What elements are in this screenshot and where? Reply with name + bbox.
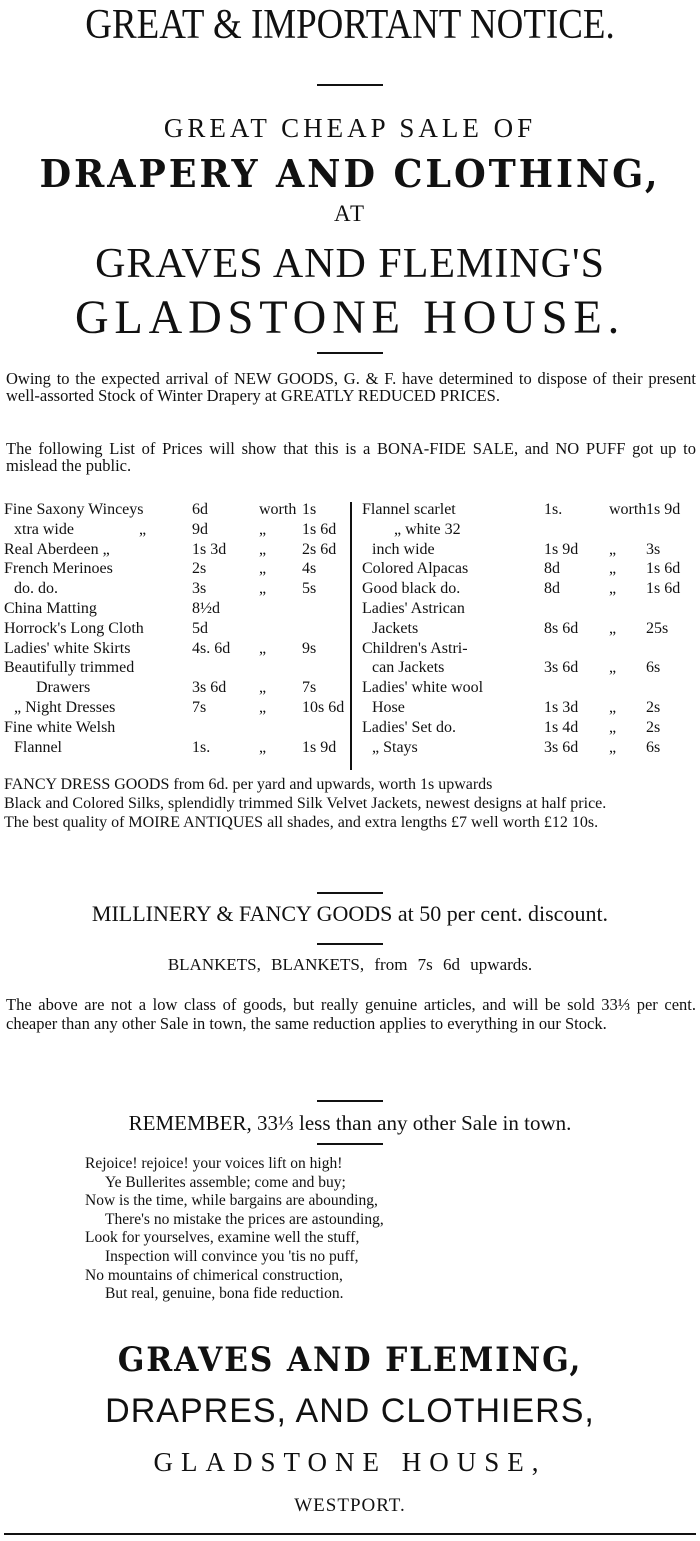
price-item: Real Aberdeen „ <box>4 540 110 558</box>
price-row <box>4 698 349 718</box>
price-list-right-column <box>354 500 698 757</box>
price-item: Jackets <box>372 619 419 637</box>
price-item: Beautifully trimmed <box>4 659 135 677</box>
price-worth: 1s <box>302 501 317 518</box>
price-sale: 9d <box>192 520 208 538</box>
price-row <box>354 500 698 520</box>
price-row <box>354 678 698 698</box>
price-item: Flannel scarlet <box>362 501 456 518</box>
price-row <box>354 718 698 738</box>
divider <box>317 1100 383 1102</box>
moire-line: The best quality of MOIRE ANTIQUES all shades, and extra lengths £7 well worth £12 10s. <box>4 814 599 832</box>
price-worth: 25s <box>646 619 669 637</box>
price-worth: 2s 6d <box>302 540 337 558</box>
poem-line: Ye Bullerites assemble; come and buy; <box>105 1173 346 1191</box>
price-separator: „ <box>609 659 617 677</box>
price-sale: 8s 6d <box>544 619 579 637</box>
divider <box>317 892 383 894</box>
price-sale: 8d <box>544 560 560 578</box>
divider <box>317 352 383 354</box>
price-row <box>4 579 349 599</box>
poem-line: Rejoice! rejoice! your voices lift on high! <box>85 1155 343 1172</box>
divider <box>317 1143 383 1145</box>
genuine-paragraph: The above are not a low class of goods, but really genuine articles, and will be sold 33⅓ per cent. cheaper than any other Sale in town, the same reduction applies to everything in our Stock. <box>6 995 696 1033</box>
price-item: Children's Astri- <box>362 639 468 657</box>
price-separator: „ <box>259 520 267 538</box>
poem-line: Inspection will convince you 'tis no puff, <box>105 1247 359 1265</box>
price-worth: 2s <box>646 718 661 736</box>
price-worth: 1s 9d <box>302 738 337 756</box>
price-separator: „ <box>609 738 617 756</box>
price-item: Fine white Welsh <box>4 718 116 736</box>
divider <box>317 943 383 945</box>
price-separator: „ <box>259 738 267 756</box>
price-sale: 1s 9d <box>544 540 579 558</box>
price-item: can Jackets <box>372 659 445 677</box>
price-row <box>4 619 349 639</box>
price-row <box>4 500 349 520</box>
price-sale: 3s 6d <box>192 679 227 697</box>
ditto-mark: „ <box>139 520 147 538</box>
price-row <box>354 619 698 639</box>
signature-town: WESTPORT. <box>294 1495 406 1516</box>
price-sale: 1s 3d <box>192 540 227 558</box>
price-worth: 4s <box>302 560 317 578</box>
poem-line: No mountains of chimerical construction, <box>85 1266 343 1284</box>
signature-firm: GRAVES AND FLEMING, <box>117 1340 583 1380</box>
price-worth: 1s 9d <box>646 501 681 518</box>
price-sale: 8½d <box>192 599 220 617</box>
price-separator: „ <box>259 698 267 716</box>
column-divider <box>350 502 352 770</box>
price-row <box>4 678 349 698</box>
price-separator: „ <box>609 540 617 558</box>
price-item: Good black do. <box>362 580 461 598</box>
poem-line: Now is the time, while bargains are abounding, <box>85 1192 378 1210</box>
headline-firm: GRAVES AND FLEMING'S <box>95 241 605 287</box>
price-sale: 3s <box>192 580 207 598</box>
remember-line: REMEMBER, 33⅓ less than any other Sale in town. <box>128 1111 572 1135</box>
poem-line: But real, genuine, bona fide reduction. <box>105 1285 344 1303</box>
price-sale: 2s <box>192 560 207 578</box>
bottom-rule <box>4 1533 696 1535</box>
price-separator: worth <box>609 501 647 518</box>
fancy-dress-line: FANCY DRESS GOODS from 6d. per yard and upwards, worth 1s upwards <box>4 776 493 793</box>
price-sale: 3s 6d <box>544 659 579 677</box>
price-row <box>4 599 349 619</box>
price-worth: 5s <box>302 580 317 598</box>
price-row <box>4 718 349 738</box>
price-worth: 10s 6d <box>302 698 345 716</box>
price-row <box>354 599 698 619</box>
price-item: inch wide <box>372 540 435 558</box>
price-separator: worth <box>259 501 297 518</box>
price-worth: 6s <box>646 659 661 677</box>
price-item: do. do. <box>14 580 58 598</box>
price-separator: „ <box>609 580 617 598</box>
price-sale: 6d <box>192 501 208 518</box>
price-worth: 7s <box>302 679 317 697</box>
poem-line: There's no mistake the prices are astounding, <box>105 1210 384 1228</box>
millinery-line: MILLINERY & FANCY GOODS at 50 per cent. discount. <box>91 901 609 926</box>
silks-line: Black and Colored Silks, splendidly trimmed Silk Velvet Jackets, newest designs at half price. <box>4 795 607 813</box>
headline-at: AT <box>333 201 367 226</box>
price-list-left-column <box>4 500 349 757</box>
price-item: Ladies' white Skirts <box>4 639 131 657</box>
price-separator: „ <box>259 679 267 697</box>
poem <box>85 1155 605 1304</box>
price-separator: „ <box>259 540 267 558</box>
price-row <box>4 540 349 560</box>
price-row <box>354 559 698 579</box>
price-item: Flannel <box>14 738 62 756</box>
price-item: Colored Alpacas <box>362 560 469 578</box>
price-row <box>354 520 698 540</box>
price-worth: 1s 6d <box>646 580 681 598</box>
price-item: „ Stays <box>372 738 418 756</box>
headline-notice: GREAT & IMPORTANT NOTICE. <box>85 2 615 48</box>
price-sale: 1s 3d <box>544 698 579 716</box>
price-item: „ white 32 <box>394 520 461 538</box>
price-row <box>354 540 698 560</box>
price-item: Ladies' Set do. <box>362 718 456 736</box>
price-item: China Matting <box>4 599 97 617</box>
price-item: xtra wide <box>14 520 74 538</box>
price-separator: „ <box>609 698 617 716</box>
price-sale: 8d <box>544 580 560 598</box>
price-sale: 7s <box>192 698 207 716</box>
price-sale: 1s. <box>192 738 211 756</box>
price-separator: „ <box>609 718 617 736</box>
price-row <box>4 559 349 579</box>
price-item: Fine Saxony Winceys <box>4 501 144 518</box>
price-item: Hose <box>372 698 405 716</box>
price-worth: 9s <box>302 639 317 657</box>
price-worth: 1s 6d <box>302 520 337 538</box>
price-worth: 2s <box>646 698 661 716</box>
price-worth: 3s <box>646 540 661 558</box>
price-row <box>354 579 698 599</box>
signature-trade: DRAPRES, AND CLOTHIERS, <box>105 1392 595 1430</box>
price-sale: 1s. <box>544 501 563 518</box>
headline-drapery: DRAPERY AND CLOTHING, <box>39 151 661 196</box>
price-row <box>354 698 698 718</box>
price-row <box>4 639 349 659</box>
price-separator: „ <box>259 560 267 578</box>
price-separator: „ <box>609 560 617 578</box>
divider <box>317 84 383 86</box>
price-row <box>354 639 698 659</box>
headline-house: GLADSTONE HOUSE. <box>74 291 626 344</box>
price-item: Drawers <box>36 679 91 697</box>
price-worth: 1s 6d <box>646 560 681 578</box>
price-row <box>4 658 349 678</box>
fancy-goods-section <box>4 775 698 833</box>
poem-line: Look for yourselves, examine well the stuff, <box>85 1229 360 1247</box>
price-sale: 4s. 6d <box>192 639 231 657</box>
price-row <box>4 520 349 540</box>
price-sale: 5d <box>192 619 208 637</box>
price-item: Horrock's Long Cloth <box>4 619 144 637</box>
price-row <box>354 738 698 758</box>
price-row <box>4 738 349 758</box>
price-row <box>354 658 698 678</box>
price-separator: „ <box>259 580 267 598</box>
headline-cheap-sale: GREAT CHEAP SALE OF <box>163 113 537 143</box>
price-sale: 1s 4d <box>544 718 579 736</box>
price-worth: 6s <box>646 738 661 756</box>
price-separator: „ <box>609 619 617 637</box>
price-item: Ladies' white wool <box>362 679 484 697</box>
price-separator: „ <box>259 639 267 657</box>
intro-paragraph-1: Owing to the expected arrival of NEW GOODS, G. & F. have determined to dispose of their present well-assorted Stock of Winter Drapery at GREATLY REDUCED PRICES. <box>6 369 696 405</box>
signature-house: GLADSTONE HOUSE, <box>153 1447 547 1477</box>
price-item: „ Night Dresses <box>14 698 116 716</box>
price-item: Ladies' Astrican <box>362 599 465 617</box>
price-item: French Merinoes <box>4 560 113 578</box>
intro-paragraph-2: The following List of Prices will show that this is a BONA-FIDE SALE, and NO PUFF got up to mislead the public. <box>6 439 696 475</box>
blankets-line: BLANKETS, BLANKETS, from 7s 6d upwards. <box>167 955 533 974</box>
price-sale: 3s 6d <box>544 738 579 756</box>
